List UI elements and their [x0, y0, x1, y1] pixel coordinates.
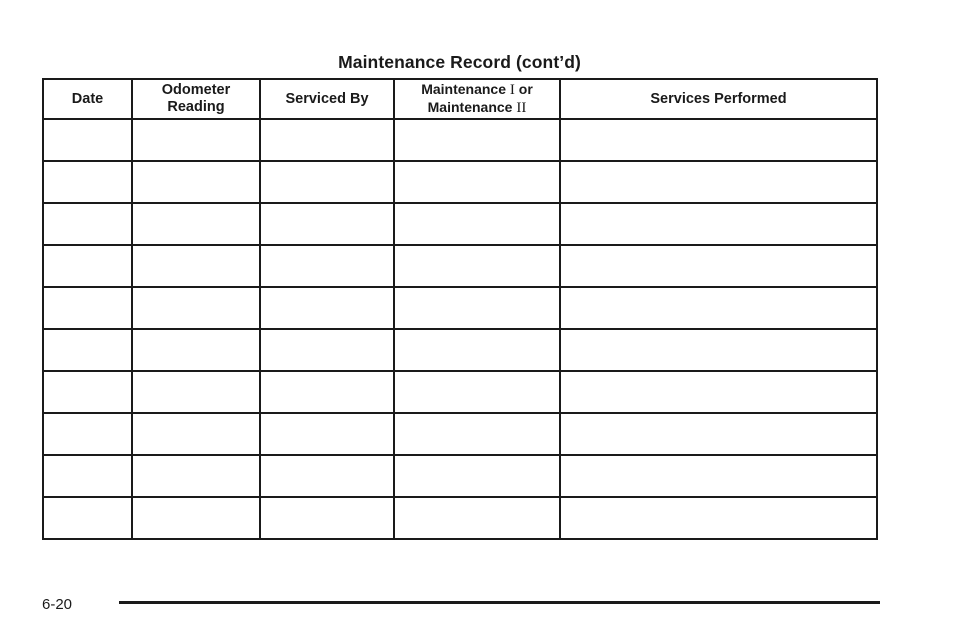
table-body — [43, 119, 877, 539]
maintenance-type-cell — [394, 245, 560, 287]
table-row — [43, 119, 877, 161]
services-performed-cell — [560, 329, 877, 371]
odometer-cell — [132, 203, 260, 245]
header-maintenance-line2 — [395, 99, 559, 117]
maintenance-type-cell — [394, 119, 560, 161]
maintenance-type-cell — [394, 329, 560, 371]
header-maint-line2-text: Maintenance — [427, 99, 517, 115]
table-row — [43, 287, 877, 329]
odometer-cell — [132, 245, 260, 287]
services-performed-cell — [560, 245, 877, 287]
serviced-by-cell — [260, 287, 394, 329]
header-maint-line1-suffix: or — [514, 81, 533, 97]
odometer-cell — [132, 119, 260, 161]
date-cell — [43, 329, 132, 371]
table-row — [43, 203, 877, 245]
services-performed-cell — [560, 455, 877, 497]
date-cell — [43, 371, 132, 413]
odometer-cell — [132, 371, 260, 413]
header-maintenance-type — [394, 79, 560, 119]
odometer-cell — [132, 161, 260, 203]
header-date: Date — [43, 79, 132, 119]
date-cell — [43, 203, 132, 245]
header-maint-line1-text: Maintenance — [421, 81, 510, 97]
header-odometer-line1: Odometer — [161, 82, 231, 98]
header-maintenance-line1 — [395, 81, 559, 99]
services-performed-cell — [560, 119, 877, 161]
serviced-by-cell — [260, 413, 394, 455]
services-performed-cell — [560, 287, 877, 329]
serviced-by-cell — [260, 203, 394, 245]
serviced-by-cell — [260, 371, 394, 413]
services-performed-cell — [560, 161, 877, 203]
serviced-by-cell — [260, 455, 394, 497]
table-row — [43, 371, 877, 413]
date-cell — [43, 287, 132, 329]
odometer-cell — [132, 287, 260, 329]
header-odometer-reading — [132, 79, 260, 119]
table-row — [43, 329, 877, 371]
maintenance-type-cell — [394, 161, 560, 203]
header-services-performed: Services Performed — [560, 79, 877, 119]
serviced-by-cell — [260, 119, 394, 161]
serviced-by-cell — [260, 497, 394, 539]
odometer-cell — [132, 413, 260, 455]
maintenance-record-table — [42, 78, 878, 540]
table-row — [43, 245, 877, 287]
odometer-cell — [132, 455, 260, 497]
date-cell — [43, 413, 132, 455]
header-maint-line2-roman: II — [516, 100, 527, 116]
serviced-by-cell — [260, 329, 394, 371]
maintenance-type-cell — [394, 203, 560, 245]
table-row — [43, 455, 877, 497]
maintenance-type-cell — [394, 371, 560, 413]
table-header-row — [43, 79, 877, 119]
table-row — [43, 497, 877, 539]
date-cell — [43, 497, 132, 539]
maintenance-type-cell — [394, 497, 560, 539]
maintenance-type-cell — [394, 413, 560, 455]
header-maint-line1-roman: I — [509, 82, 515, 98]
header-serviced-by: Serviced By — [260, 79, 394, 119]
odometer-cell — [132, 329, 260, 371]
table-row — [43, 413, 877, 455]
table-row — [43, 161, 877, 203]
serviced-by-cell — [260, 161, 394, 203]
date-cell — [43, 119, 132, 161]
services-performed-cell — [560, 413, 877, 455]
date-cell — [43, 161, 132, 203]
date-cell — [43, 245, 132, 287]
odometer-cell — [132, 497, 260, 539]
date-cell — [43, 455, 132, 497]
header-odometer-line2: Reading — [167, 99, 225, 115]
maintenance-type-cell — [394, 287, 560, 329]
page-title: Maintenance Record (cont’d) — [338, 52, 581, 72]
serviced-by-cell — [260, 245, 394, 287]
services-performed-cell — [560, 371, 877, 413]
page-number: 6-20 — [42, 596, 73, 613]
services-performed-cell — [560, 203, 877, 245]
services-performed-cell — [560, 497, 877, 539]
maintenance-type-cell — [394, 455, 560, 497]
footer-rule — [119, 601, 880, 604]
